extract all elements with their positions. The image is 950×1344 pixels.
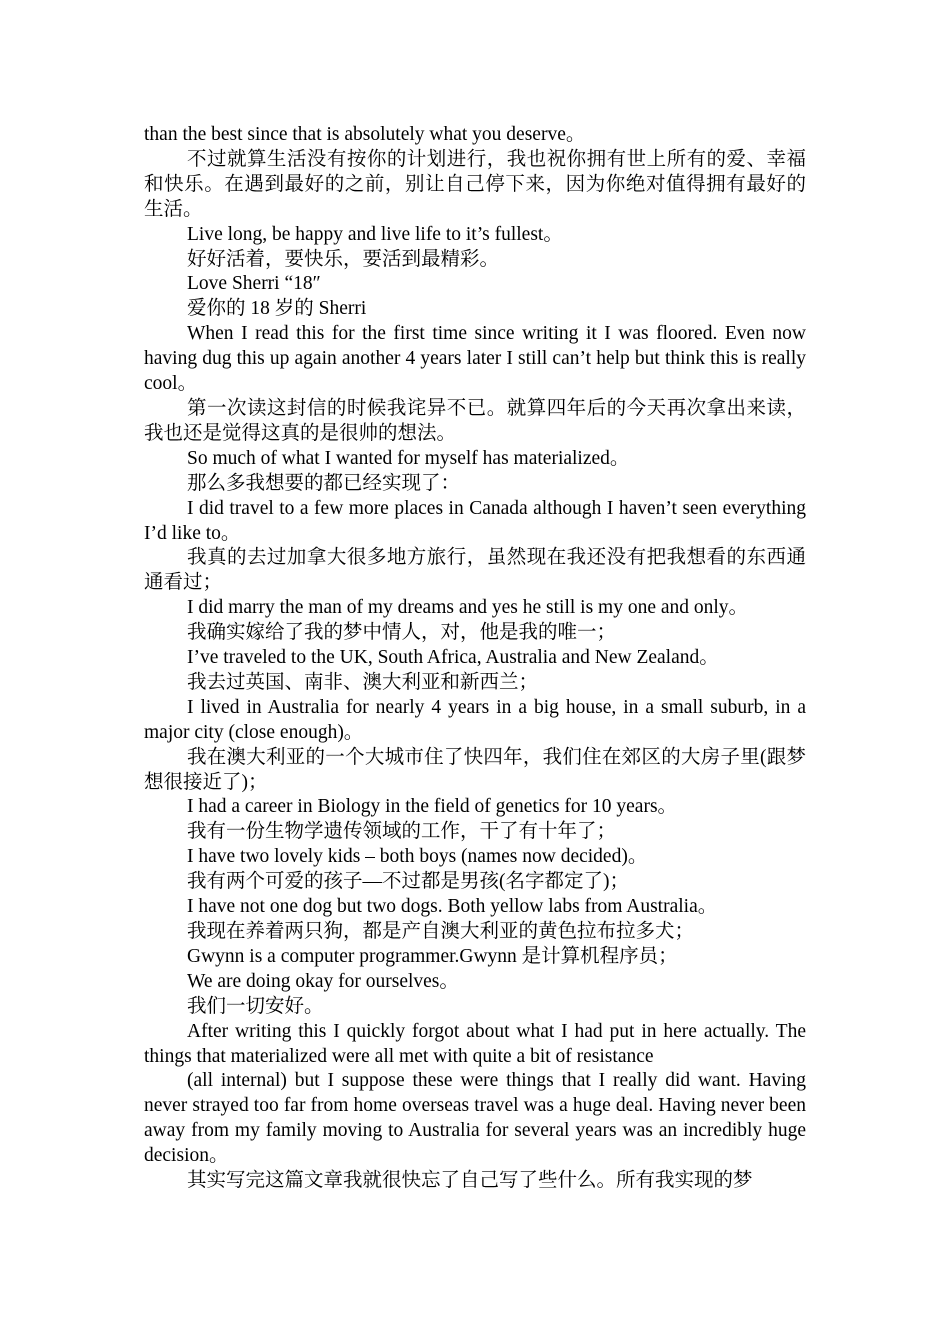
paragraph: 我在澳大利亚的一个大城市住了快四年，我们住在郊区的大房子里(跟梦想很接近了)；	[144, 746, 806, 793]
paragraph: 我们一切安好。	[187, 995, 324, 1017]
paragraph: I had a career in Biology in the field of genetics for 10 years。	[187, 796, 678, 818]
paragraph: 那么多我想要的都已经实现了：	[187, 472, 461, 494]
paragraph: 不过就算生活没有按你的计划进行，我也祝你拥有世上所有的爱、幸福和快乐。在遇到最好的之前，别让自己停下来，因为你绝对值得拥有最好的生活。	[144, 148, 806, 220]
paragraph: So much of what I wanted for myself has materialized。	[187, 447, 630, 469]
paragraph: When I read this for the first time since writing it I was floored. Even now having dug this up again another 4 years later I still can’t help but think this is really cool。	[144, 323, 806, 395]
paragraph: 我现在养着两只狗，都是产自澳大利亚的黄色拉布拉多犬；	[187, 921, 695, 942]
paragraph: 我真的去过加拿大很多地方旅行，虽然现在我还没有把我想看的东西通通看过；	[144, 547, 806, 594]
paragraph: I have not one dog but two dogs. Both yellow labs from Australia。	[187, 896, 718, 918]
article-body	[144, 123, 806, 1194]
paragraph: Gwynn is a computer programmer.Gwynn 是计算机程序员；	[187, 945, 678, 967]
paragraph: Live long, be happy and live life to it’s fullest。	[187, 223, 563, 245]
paragraph: 我确实嫁给了我的梦中情人，对，他是我的唯一；	[187, 622, 617, 644]
paragraph: 我去过英国、南非、澳大利亚和新西兰；	[187, 671, 539, 693]
paragraph: I lived in Australia for nearly 4 years in a big house, in a small suburb, in a major city (close enough)。	[144, 696, 806, 743]
paragraph: I’ve traveled to the UK, South Africa, Australia and New Zealand。	[187, 647, 719, 669]
paragraph: I did marry the man of my dreams and yes he still is my one and only。	[187, 597, 749, 619]
paragraph: After writing this I quickly forgot about what I had put in here actually. The things that materialized were all met with quite a bit of resistance	[144, 1020, 806, 1067]
paragraph: 我有两个可爱的孩子—不过都是男孩(名字都定了)；	[187, 871, 629, 893]
paragraph: 好好活着，要快乐，要活到最精彩。	[187, 248, 500, 270]
paragraph: 第一次读这封信的时候我诧异不已。就算四年后的今天再次拿出来读，我也还是觉得这真的是很帅的想法。	[144, 397, 806, 444]
paragraph: than the best since that is absolutely what you deserve。	[144, 124, 586, 145]
paragraph: 我有一份生物学遗传领域的工作，干了有十年了；	[187, 821, 617, 843]
paragraph: I did travel to a few more places in Canada although I haven’t seen everything I’d like to。	[144, 497, 806, 544]
paragraph: 其实写完这篇文章我就很快忘了自己写了些什么。所有我实现的梦	[187, 1170, 753, 1192]
paragraph: We are doing okay for ourselves。	[187, 970, 459, 992]
paragraph: 爱你的 18 岁的 Sherri	[187, 298, 367, 320]
paragraph: I have two lovely kids – both boys (names now decided)。	[187, 846, 648, 868]
paragraph: Love Sherri “18″	[187, 273, 321, 295]
paragraph: (all internal) but I suppose these were things that I really did want. Having never strayed too far from home overseas travel was a huge deal. Having never been away from my family moving to Australia for several years was an incredibly huge decision。	[144, 1070, 806, 1167]
